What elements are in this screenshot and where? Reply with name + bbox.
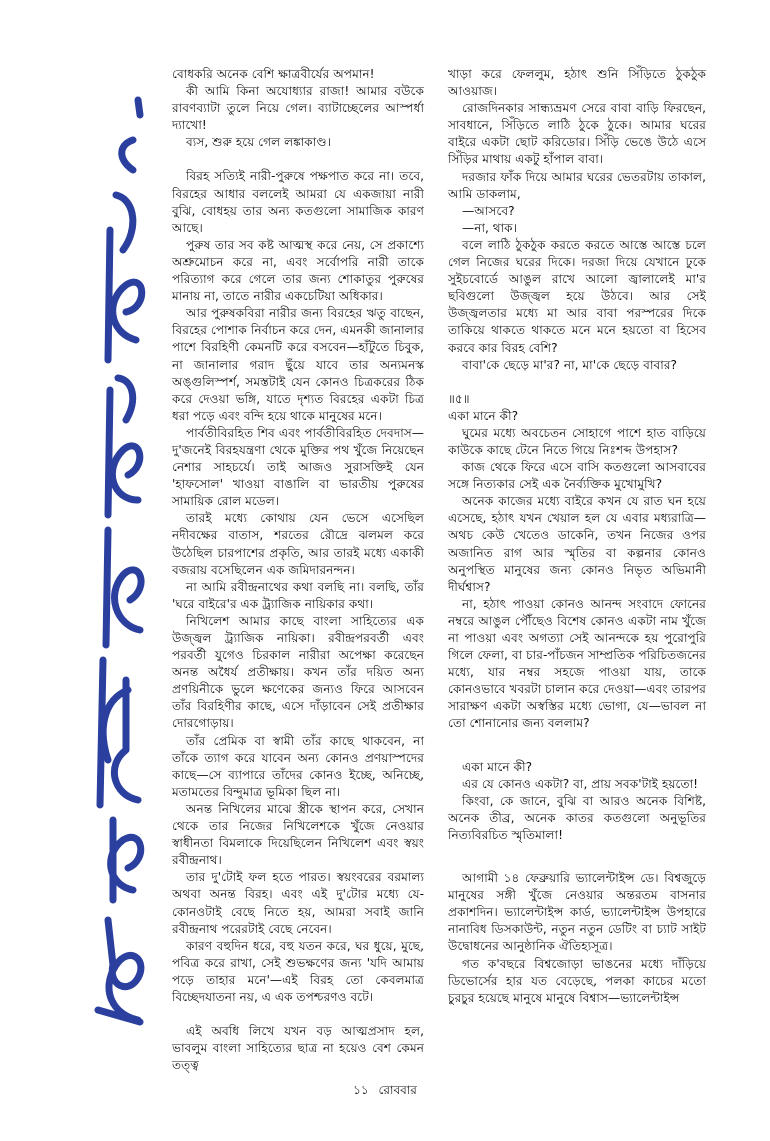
- paragraph: পার্বতীবিরহিত শিব এবং পার্বতীবিরহিত দেবদাস—দু'জনেই বিরহযন্ত্রণা থেকে মুক্তির পথ খুঁজে নিয়েছেন নেশার সাহচর্যে। তাই আজও সুরাসক্তিই যেন 'হাফসোল' খাওয়া বাঙালি বা ভারতীয় পুরুষের সামায়িক রোল মডেল।: [172, 425, 424, 509]
- paragraph: আগামী ১৪ ফেব্রুয়ারি ভ্যালেন্টাইন্স ডে। বিশ্বজুড়ে মানুষের সঙ্গী খুঁজে নেওয়ার অন্তরতম বাসনার প্রকাশদিন। ভ্যালেন্টাইন্স কার্ড, ভ্যালেন্টাইন্স উপহারে নানাবিধ ডিসকাউন্ট, নতুন নতুন ডেটিং বা চ্যাট সাইট উদ্বোধনের আনুষ্ঠানিক ঐতিহ্যসূত্র।: [448, 871, 706, 954]
- paragraph: কী আমি কিনা অযোধ্যার রাজা! আমার বউকে রাবণব্যাটা তুলে নিয়ে গেল। ব্যাটাচ্ছেলের আস্পর্ধা দ্যাখো!: [172, 84, 424, 133]
- paragraph: অনেক কাজের মধ্যে বাইরে কখন যে রাত ঘন হয়ে এসেছে, হঠাৎ যখন খেয়াল হল যে এবার মধ্যরাত্রি—অথচ কেউ খেতেও ডাকেনি, তখন নিজের ওপর অজানিত রাগ আর স্মৃতির বা কল্পনার কোনও অনুপস্থিত মানুষের জন্য কোনও নিভৃত অভিমানী দীর্ঘশ্বাস?: [448, 494, 706, 594]
- paragraph: না, হঠাৎ পাওয়া কোনও আনন্দ সংবাদে ফোনের নম্বরে আঙুল পৌঁছেও বিশেষ কোনও একটা নাম খুঁজে না পাওয়া এবং অগত্যা সেই আনন্দকে হয় পুরোপুরি গিলে ফেলা, বা চার-পাঁচজন সাম্প্রতিক পরিচিতজনের মধ্যে, যার নম্বর সহজে পাওয়া যায়, তাকে কোনওভাবে খবরটা চালান করে দেওয়া—এবং তারপর সারাক্ষণ একটা অস্বস্তির মধ্যে ভোগা, যে—ভাবল না তো শোনানোর জন্য বললাম?: [448, 596, 706, 731]
- paragraph: তাঁর প্রেমিক বা স্বামী তাঁর কাছে থাকবেন, না তাঁকে ত্যাগ করে যাবেন অন্য কোনও প্রণয়াস্পদের কাছে—সে ব্যাপারে তাঁদের কোনও ইচ্ছে, অনিচ্ছে, মতামতের বিন্দুমাত্র ভূমিকা ছিল না।: [172, 733, 424, 799]
- handwritten-masthead: [78, 60, 168, 1040]
- page-footer: [0, 1082, 770, 1102]
- paragraph: গত ক'বছরে বিশ্বজোড়া ভাঙনের মধ্যে দাঁড়িয়ে ডিভোর্সের হার যত বেড়েছে, পলকা কাচের মতো চুরচুর হয়েছে মানুষে মানুষে বিশ্বাস—ভ্যালেন্টাইন্স: [448, 956, 706, 1005]
- paragraph: একা মানে কী?: [448, 408, 519, 423]
- paragraph: অনন্ত নিখিলের মাঝে স্ত্রীকে স্থাপন করে, সেখান থেকে তার নিজের নিখিলেশকে খুঁজে নেওয়ার স্বাধীনতা বিমলাকে দিয়েছিলেন নিখিলেশ এবং স্বয়ং রবীন্দ্রনাথ।: [172, 801, 424, 868]
- paragraph: পুরুষ তার সব কষ্ট আত্মস্থ করে নেয়, সে প্রকাশ্যে অশ্রুমোচন করে না, এবং সর্বোপরি নারী তাকে পরিত্যাগ করে গেলে তার জন্য শোকাতুর পুরুষের মানায় না, তাতে নারীর একচেটিয়া অধিকার।: [172, 237, 424, 304]
- paragraph: কারণ বহুদিন ধরে, বহু যতন করে, ঘর ধুয়ে, মুছে, পবিত্র করে রাখা, সেই শুভক্ষণের জন্য 'যদি আমায় পড়ে তাহার মনে'—এই বিরহ তো কেবলমাত্র বিচ্ছেদযাতনা নয়, এ এক তপশ্চরণও বটে।: [172, 938, 424, 1004]
- paragraph: এর যে কোনও একটা? বা, প্রায় সবক'টাই হয়তো!: [462, 776, 699, 791]
- paragraph: কিংবা, কে জানে, বুঝি বা আরও অনেক বিশিষ্ট, অনেক তীব্র, অনেক কাতর কতগুলো অনুভূতির নিত্যবিরচিত স্মৃতিমালা!: [448, 793, 706, 842]
- paragraph: আর পুরুষকবিরা নারীর জন্য বিরহের ঋতু বাছেন, বিরহের পোশাক নির্বাচন করে দেন, এমনকী জানালার পাশে বিরহিণী কেমনটি করে বসবেন—হাঁটুতে চিবুক, না জানালার গরাদ ছুঁয়ে যাবে তার অন্যমনস্ক অঙ্গুলিস্পর্শ, সমস্তটাই যেন কোনও চিত্রকরের ঠিক করে দেওয়া ভঙ্গি, যাতে দৃশ্যত বিরহের একটা চিত্র ধরা পড়ে এবং বন্দি হয়ে থাকে মানুষের মনে।: [172, 306, 424, 423]
- paragraph: ঘুমের মধ্যে অবচেতন সোহাগে পাশে হাত বাড়িয়ে কাউকে কাছে টেনে নিতে গিয়ে নিঃশব্দ উপহাস?: [448, 425, 706, 457]
- page-number: ১১: [353, 1083, 369, 1097]
- paragraph: ব্যস, শুরু হয়ে গেল লঙ্কাকাণ্ড।: [186, 135, 332, 150]
- right-column: [448, 66, 706, 1007]
- paragraph: দরজার ফাঁক দিয়ে আমার ঘরের ভেতরটায় তাকাল, আমি ডাকলাম,: [448, 169, 706, 201]
- masthead-calligraphy: [78, 60, 168, 1040]
- paragraph: —না, থাক।: [462, 220, 518, 235]
- paragraph: তার দু'টোই ফল হতে পারত। স্বয়ংবরের বরমাল্য অথবা অনন্ত বিরহ। এবং এই দু'টোর মধ্যে যে-কোনওটাই বেছে নিতে হয়, আমরা সবাই জানি রবীন্দ্রনাথ পরেরটাই বেছে নেবেন।: [172, 870, 424, 936]
- paragraph: —আসবে?: [462, 203, 515, 218]
- footer-label: রোববার: [378, 1083, 417, 1097]
- paragraph: তারই মধ্যে কোথায় যেন ভেসে এসেছিল নদীবক্ষের বাতাস, শরতের রৌদ্রে ঝলমল করে উঠেছিল চারপাশের প্রকৃতি, আর তারই মধ্যে একাকী বজরায় বসেছিলেন এক জমিদারনন্দন।: [172, 511, 424, 577]
- paragraph: বোধকরি অনেক বেশি ক্ষাত্রবীর্যের অপমান!: [172, 67, 375, 81]
- left-column: [172, 66, 424, 1074]
- paragraph: এই অবধি লিখে যখন বড় আত্মপ্রসাদ হল, ভাবলুম বাংলা সাহিত্যের ছাত্র না হয়েও বেশ কেমন তত্ত্ব: [172, 1024, 424, 1073]
- paragraph: ॥৫॥: [448, 391, 470, 406]
- paragraph: একা মানে কী?: [462, 759, 533, 774]
- paragraph: খাড়া করে ফেললুম, হঠাৎ শুনি সিঁড়িতে ঠুকঠুক আওয়াজ।: [448, 67, 706, 99]
- paragraph: না আমি রবীন্দ্রনাথের কথা বলছি না। বলছি, তাঁর 'ঘরে বাইরে'র এক ট্র্যাজিক নায়িকার কথা।: [172, 579, 424, 611]
- paragraph: রোজদিনকার সান্ধ্যভ্রমণ সেরে বাবা বাড়ি ফিরছেন, সাবধানে, সিঁড়িতে লাঠি ঠুকে ঠুকে। আমার ঘরের বাইরে একটা ছোট করিডোর। সিঁড়ি ভেঙে উঠে এসে সিঁড়ির মাথায় একটু হাঁপাল বাবা।: [448, 101, 706, 167]
- paragraph: কাজ থেকে ফিরে এসে বাসি কতগুলো আসবাবের সঙ্গে নিত্যকার সেই এক নৈর্ব্যক্তিক মুখোমুখি?: [448, 460, 706, 492]
- paragraph: বাবা'কে ছেড়ে মা'র? না, মা'কে ছেড়ে বাবার?: [462, 357, 677, 372]
- paragraph: বিরহ সত্যিই নারী-পুরুষে পক্ষপাত করে না। তবে, বিরহের আধার বললেই আমরা যে একজায়া নারী বুঝি, বোধহয় তার অন্য কতগুলো সামাজিক কারণ আছে।: [172, 169, 424, 235]
- paragraph: বলে লাঠি ঠুকঠুক করতে করতে আস্তে আস্তে চলে গেল নিজের ঘরের দিকে। দরজা দিয়ে যেখানে ঢুকে সুইচবোর্ডে আঙুল রাখে আলো জ্বালালেই মা'র ছবিগুলো উজ্জ্বল হয়ে উঠবে। আর সেই উজ্জ্বলতার মধ্যে মা আর বাবা পরস্পরের দিকে তাকিয়ে থাকতে থাকতে মনে মনে হয়তো বা হিসেব করবে কার বিরহ বেশি?: [448, 237, 706, 355]
- paragraph: নিখিলেশ আমার কাছে বাংলা সাহিত্যের এক উজ্জ্বল ট্র্যাজিক নায়িকা। রবীন্দ্রপরবর্তী এবং পরবর্তী যুগেও চিরকাল নারীরা অপেক্ষা করেছেন অনন্ত অধৈর্য প্রতীক্ষায়। কখন তাঁর দয়িত অন্য প্রণয়িনীকে ভুলে ক্ষণেকের জন্যও ফিরে আসবেন তাঁর বিরহিণীর কাছে, এসে দাঁড়াবেন সেই প্রতীক্ষার দোরগোড়ায়।: [172, 613, 424, 731]
